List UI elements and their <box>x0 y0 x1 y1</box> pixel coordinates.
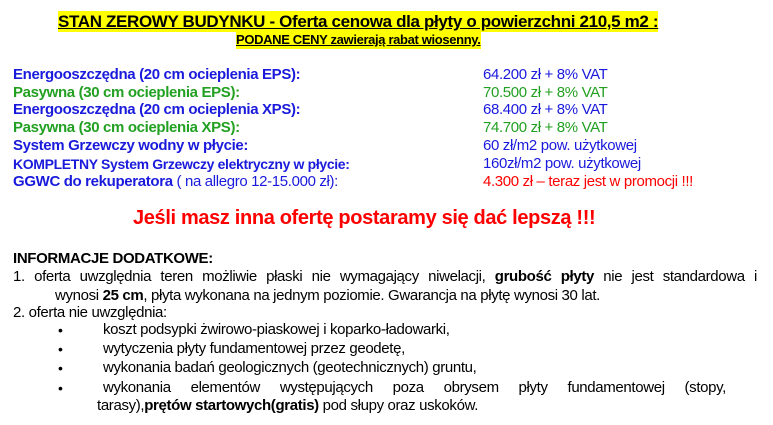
bullet-item: wytyczenia płyty fundamentowej przez geodetę, <box>103 340 405 357</box>
info-bold: 25 cm <box>102 287 144 304</box>
price-value: 60 zł/m2 pow. użytkowej <box>483 137 637 154</box>
info-heading: INFORMACJE DODATKOWE: <box>13 250 213 267</box>
price-label-note: ( na allegro 12-15.000 zł): <box>172 173 339 190</box>
info-bold: prętów startowych(gratis) <box>144 397 319 414</box>
bullet-icon: • <box>58 360 63 376</box>
bullet-item: wykonania badań geologicznych (geotechnicznych) gruntu, <box>103 359 477 376</box>
price-label-text: Energooszczędna (20 cm ocieplenia XPS): <box>13 101 301 118</box>
info-text: tarasy), <box>97 397 145 414</box>
info-text: pod słupy oraz uskoków. <box>318 397 479 414</box>
bullet-icon: • <box>58 322 63 338</box>
bullet-4-cont <box>97 397 478 415</box>
info-text: , płyta wykonana na jednym poziomie. Gwarancja na płytę wynosi 30 lat. <box>143 287 600 304</box>
price-label <box>13 101 300 119</box>
page-title: STAN ZEROWY BUDYNKU - Oferta cenowa dla płyty o powierzchni 210,5 m2 : <box>58 12 659 31</box>
price-value: 70.500 zł + 8% VAT <box>483 84 608 101</box>
price-label <box>13 155 350 173</box>
page-subtitle: PODANE CENY zawierają rabat wiosenny. <box>236 32 481 47</box>
price-value: 160zł/m2 pow. użytkowej <box>483 155 641 172</box>
price-value: 64.200 zł + 8% VAT <box>483 66 608 83</box>
price-label <box>13 137 248 155</box>
price-label-text: GGWC do rekuperatora <box>13 173 173 190</box>
price-value: 68.400 zł + 8% VAT <box>483 101 608 118</box>
price-label <box>13 66 300 84</box>
info-text: wynosi <box>55 287 103 304</box>
price-label <box>13 173 338 191</box>
bullet-item: koszt podsypki żwirowo-piaskowej i koparko-ładowarki, <box>103 321 450 338</box>
info-item-1-text2: nie jest standardowa i <box>594 268 757 285</box>
price-label-text: Pasywna (30 cm ocieplenia XPS): <box>13 119 240 136</box>
price-label <box>13 119 240 137</box>
info-item-2: 2. oferta nie uwzględnia: <box>13 304 167 321</box>
price-label-text: Energooszczędna (20 cm ocieplenia EPS): <box>13 66 301 83</box>
info-item-1-text: 1. oferta uwzględnia teren możliwie płaski nie wymagający niwelacji, <box>13 268 495 285</box>
promo-headline: Jeśli masz inna ofertę postaramy się dać lepszą !!! <box>133 207 596 229</box>
price-label-text: System Grzewczy wodny w płycie: <box>13 137 249 154</box>
bullet-icon: • <box>58 341 63 357</box>
bullet-item: wykonania elementów występujących poza obrysem płyty fundamentowej (stopy, <box>103 379 726 396</box>
price-label-text: Pasywna (30 cm ocieplenia EPS): <box>13 84 240 101</box>
bullet-icon: • <box>58 380 63 396</box>
price-label <box>13 84 240 102</box>
price-label-text: KOMPLETNY System Grzewczy elektryczny w płycie: <box>13 156 350 172</box>
info-item-1-cont <box>55 287 600 305</box>
price-value: 4.300 zł – teraz jest w promocji !!! <box>483 173 693 190</box>
price-value: 74.700 zł + 8% VAT <box>483 119 608 136</box>
info-item-1-bold: grubość płyty <box>494 268 594 285</box>
info-item-1 <box>13 268 757 286</box>
